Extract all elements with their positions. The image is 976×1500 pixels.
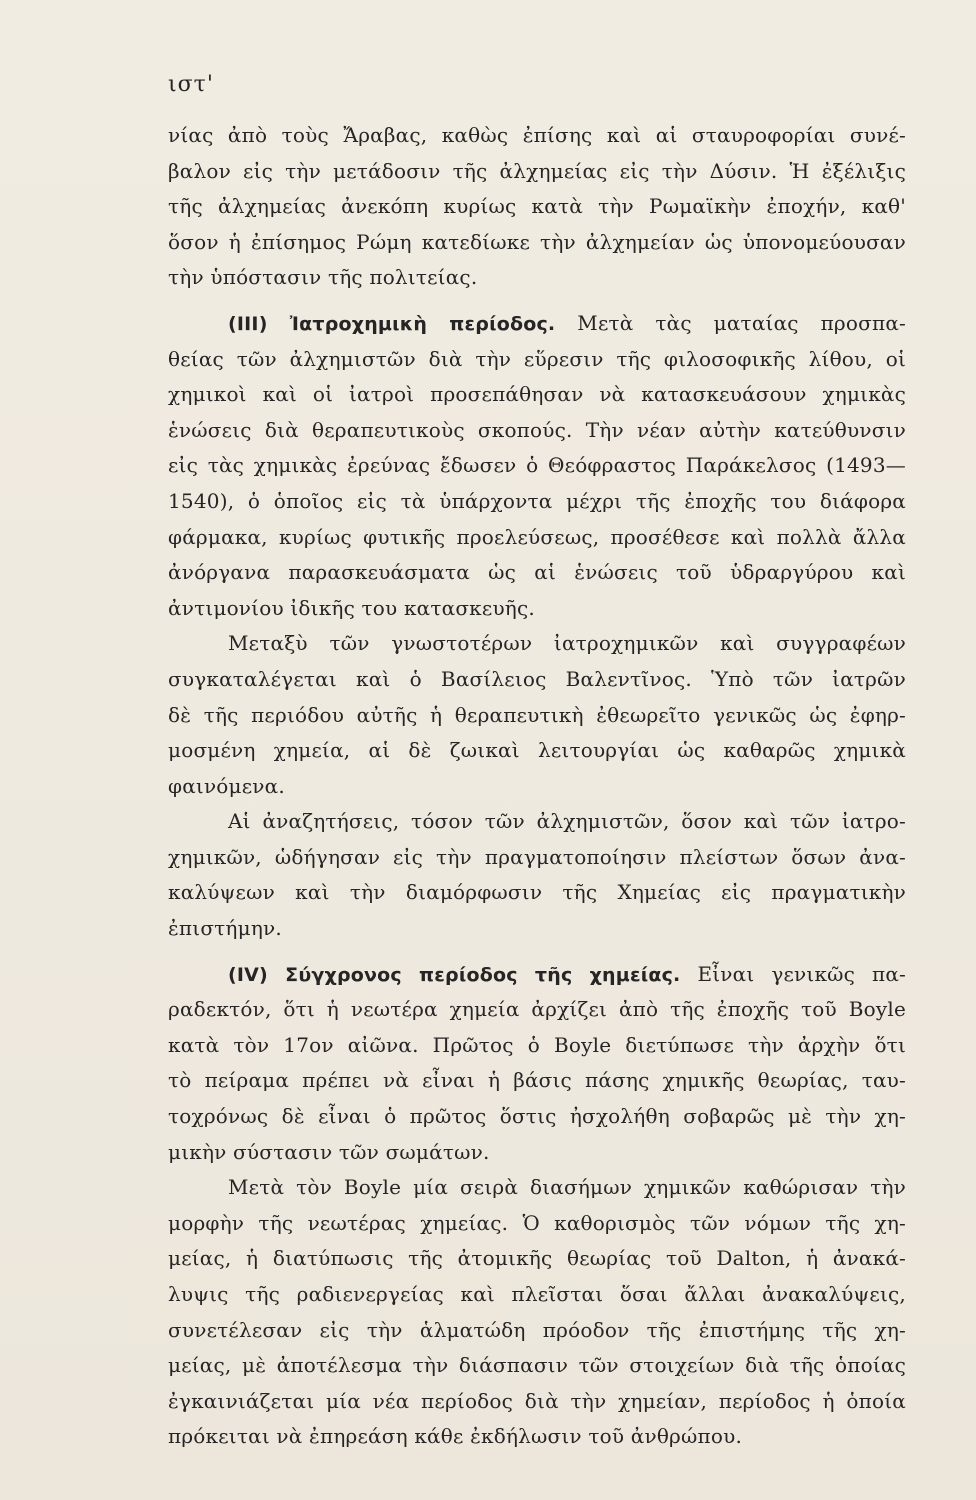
text-line: λυψις τῆς ραδιενεργείας καὶ πλεῖσται ὅσαι ἄλλαι ἀνακαλύψεις, bbox=[168, 1282, 906, 1306]
text-line: δὲ τῆς περιόδου αὐτῆς ἡ θεραπευτικὴ ἐθεωρεῖτο γενικῶς ὡς ἐφηρ- bbox=[168, 702, 906, 727]
text-line: ἐγκαινιάζεται μία νέα περίοδος διὰ τὴν χημείαν, περίοδος ἡ ὁποία bbox=[168, 1388, 906, 1413]
text-line: φαινόμενα. bbox=[168, 773, 285, 798]
section-heading-iatrochemical: (ΙΙΙ) Ἰατροχημικὴ περίοδος. bbox=[228, 312, 556, 335]
text-line-rest: Μετὰ τὰς ματαίας προσπα- bbox=[577, 310, 906, 335]
text-line: 1540), ὁ ὁποῖος εἰς τὰ ὑπάρχοντα μέχρι τῆς ἐποχῆς του διάφορα bbox=[168, 488, 906, 513]
text-line: τὴν ὑπόστασιν τῆς πολιτείας. bbox=[168, 265, 478, 290]
paragraph-modern-period bbox=[168, 957, 906, 1171]
text-line: τοχρόνως δὲ εἶναι ὁ πρῶτος ὅστις ἠσχολήθη σοβαρῶς μὲ τὴν χη- bbox=[168, 1104, 906, 1129]
text-line: μείας, μὲ ἀποτέλεσμα τὴν διάσπασιν τῶν στοιχείων διὰ τῆς ὁποίας bbox=[168, 1353, 906, 1378]
text-line: νίας ἀπὸ τοὺς Ἄραβας, καθὼς ἐπίσης καὶ αἱ σταυροφορίαι συνέ- bbox=[168, 123, 906, 147]
text-line: ἀντιμονίου ἰδικῆς του κατασκευῆς. bbox=[168, 595, 535, 620]
text-line: ραδεκτόν, ὅτι ἡ νεωτέρα χημεία ἀρχίζει ἀπὸ τῆς ἐποχῆς τοῦ Boyle bbox=[168, 997, 906, 1022]
text-line: κατὰ τὸν 17ον αἰῶνα. Πρῶτος ὁ Boyle διετύπωσε τὴν ἀρχὴν ὅτι bbox=[168, 1032, 906, 1057]
text-line: ἐπιστήμην. bbox=[168, 916, 282, 941]
text-line: χημικοὶ καὶ οἱ ἰατροὶ προσεπάθησαν νὰ κατασκευάσουν χημικὰς bbox=[168, 382, 906, 407]
text-line-rest: Εἶναι γενικῶς πα- bbox=[697, 961, 906, 986]
text-line: Μετὰ τὸν Boyle μία σειρὰ διασήμων χημικῶν καθώρισαν τὴν bbox=[228, 1175, 906, 1200]
paragraph-after-boyle bbox=[168, 1170, 906, 1455]
text-line: τὸ πείραμα πρέπει νὰ εἶναι ἡ βάσις πάσης χημικῆς θεωρίας, ταυ- bbox=[168, 1068, 906, 1093]
paragraph-searches bbox=[168, 804, 906, 946]
text-line: συνετέλεσαν εἰς τὴν ἁλματώδη πρόοδον τῆς ἐπιστήμης τῆς χη- bbox=[168, 1317, 906, 1342]
text-line: μοσμένη χημεία, αἱ δὲ ζωικαὶ λειτουργίαι ὡς καθαρῶς χημικὰ bbox=[168, 738, 906, 763]
text-line: χημικῶν, ὡδήγησαν εἰς τὴν πραγματοποίησιν πλείστων ὅσων ἀνα- bbox=[168, 844, 906, 869]
paragraph-valentinus bbox=[168, 626, 906, 804]
text-line: βαλον εἰς τὴν μετάδοσιν τῆς ἀλχημείας εἰς τὴν Δύσιν. Ἡ ἐξέλιξις bbox=[168, 158, 906, 183]
text-line: τῆς ἀλχημείας ἀνεκόπη κυρίως κατὰ τὴν Ρωμαϊκὴν ἐποχήν, καθ' bbox=[168, 194, 906, 219]
text-line: θείας τῶν ἀλχημιστῶν διὰ τὴν εὕρεσιν τῆς φιλοσοφικῆς λίθου, οἱ bbox=[168, 346, 906, 371]
body-text bbox=[168, 118, 906, 1455]
text-line: καλύψεων καὶ τὴν διαμόρφωσιν τῆς Χημείας εἰς πραγματικὴν bbox=[168, 880, 906, 905]
text-line bbox=[168, 957, 906, 993]
text-line: Αἱ ἀναζητήσεις, τόσον τῶν ἀλχημιστῶν, ὅσον καὶ τῶν ἰατρο- bbox=[228, 809, 906, 834]
page-number: ιστ' bbox=[168, 72, 214, 97]
paragraph-arab-transmission bbox=[168, 118, 906, 296]
text-line: φάρμακα, κυρίως φυτικῆς προελεύσεως, προσέθεσε καὶ πολλὰ ἄλλα bbox=[168, 524, 906, 549]
paragraph-iatrochemical-period bbox=[168, 306, 906, 626]
text-line: μορφὴν τῆς νεωτέρας χημείας. Ὁ καθορισμὸς τῶν νόμων τῆς χη- bbox=[168, 1210, 906, 1235]
section-heading-modern: (IV) Σύγχρονος περίοδος τῆς χημείας. bbox=[228, 963, 681, 986]
text-line: ἀνόργανα παρασκευάσματα ὡς αἱ ἑνώσεις τοῦ ὑδραργύρου καὶ bbox=[168, 560, 906, 585]
text-line: συγκαταλέγεται καὶ ὁ Βασίλειος Βαλεντῖνος. Ὑπὸ τῶν ἰατρῶν bbox=[168, 666, 906, 691]
text-line: Μεταξὺ τῶν γνωστοτέρων ἰατροχημικῶν καὶ συγγραφέων bbox=[228, 631, 906, 656]
text-line bbox=[168, 306, 906, 342]
text-line: μείας, ἡ διατύπωσις τῆς ἀτομικῆς θεωρίας τοῦ Dalton, ἡ ἀνακά- bbox=[168, 1246, 906, 1271]
text-line: πρόκειται νὰ ἐπηρεάση κάθε ἐκδήλωσιν τοῦ ἀνθρώπου. bbox=[168, 1424, 743, 1449]
text-line: μικὴν σύστασιν τῶν σωμάτων. bbox=[168, 1139, 490, 1164]
text-line: εἰς τὰς χημικὰς ἐρεύνας ἔδωσεν ὁ Θεόφραστος Παράκελσος (1493— bbox=[168, 453, 906, 478]
text-line: ὅσον ἡ ἐπίσημος Ρώμη κατεδίωκε τὴν ἀλχημείαν ὡς ὑπονομεύουσαν bbox=[168, 229, 906, 254]
text-line: ἑνώσεις διὰ θεραπευτικοὺς σκοπούς. Τὴν νέαν αὐτὴν κατεύθυνσιν bbox=[168, 417, 906, 442]
